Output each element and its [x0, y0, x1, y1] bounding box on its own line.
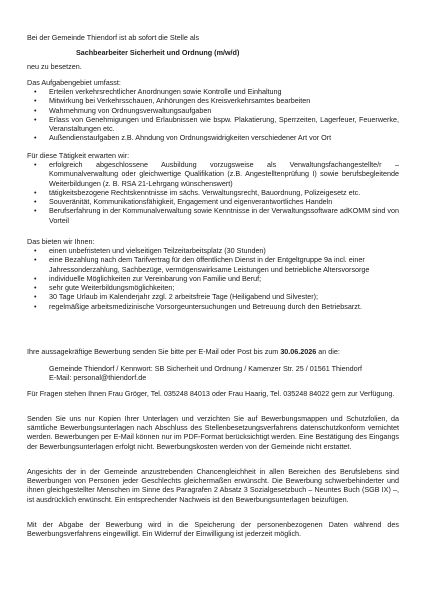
- list-item-text: 30 Tage Urlaub im Kalenderjahr zzgl. 2 arbeitsfreie Tage (Heiligabend und Silvester);: [49, 292, 319, 302]
- list-item-text: sehr gute Weiterbildungsmöglichkeiten;: [49, 283, 175, 293]
- list-item: [27, 197, 399, 206]
- tasks-list: [27, 87, 399, 142]
- fill-line: neu zu besetzen.: [27, 62, 82, 71]
- list-item-text: einen unbefristeten und vielseitigen Teilzeitarbeitsplatz (30 Stunden): [49, 246, 266, 256]
- requirements-list: [27, 160, 399, 225]
- list-item: [27, 188, 399, 197]
- email-address[interactable]: E-Mail: personal@thiendorf.de: [49, 373, 147, 383]
- bullet-icon: •: [34, 292, 37, 302]
- list-item: [27, 302, 399, 311]
- list-item: [27, 106, 399, 115]
- offers-list: [27, 246, 399, 311]
- list-item-text: erfolgreich abgeschlossene Ausbildung vorzugsweise als Verwaltungsfachangestellte/r – Kommunalverwaltung oder gleichwertige Qualifikation (z.B. Angestelltenprüfung I) sowie berufsbegleitende Weiterbildungen (z. B. RSA 21-Lehrgang wünschenswert): [49, 160, 399, 188]
- equality-note: Angesichts der in der Gemeinde anzustrebenden Chancengleichheit in allen Bereichen des Berufslebens sind Bewerbungen von Personen jeder Geschlechts gleichermaßen erwünscht. Die Bewerbung schwerbehinderter und ihnen gleichgestellter Menschen im Sinne des Paragrafen 2 Absatz 3 Sozialgesetzbuch – Neuntes Buch (SGB IX) –, ist ausdrücklich erwünscht. Ein entsprechender Nachweis ist den Bewerbungsunterlagen beizufügen.: [27, 467, 399, 504]
- bullet-icon: •: [34, 246, 37, 256]
- list-item: [27, 206, 399, 224]
- requirements-section: [27, 151, 399, 225]
- list-item: [27, 246, 399, 255]
- bullet-icon: •: [34, 206, 37, 216]
- list-item-text: regelmäßige arbeitsmedizinische Vorsorgeuntersuchungen und Betreuung durch den Betriebsarzt.: [49, 301, 362, 311]
- address-block: [27, 364, 399, 382]
- list-item: [27, 87, 399, 96]
- tasks-section: [27, 78, 399, 143]
- list-item-text: Berufserfahrung in der Kommunalverwaltung sowie Kenntnisse in der Verwaltungssoftware adKOMM sind von Vorteil: [49, 206, 399, 225]
- application-instruction: [27, 347, 399, 356]
- bullet-icon: •: [34, 87, 37, 97]
- list-item: [27, 96, 399, 105]
- list-item: [27, 160, 399, 188]
- list-item: [27, 115, 399, 133]
- list-item: [27, 292, 399, 301]
- bullet-icon: •: [34, 187, 37, 197]
- bullet-icon: •: [34, 197, 37, 207]
- list-item: [27, 283, 399, 292]
- offers-section: [27, 237, 399, 311]
- intro-text: Bei der Gemeinde Thiendorf ist ab sofort die Stelle als: [27, 33, 200, 42]
- bullet-icon: •: [34, 255, 37, 265]
- application-deadline: 30.06.2026: [280, 347, 317, 356]
- list-item-text: tätigkeitsbezogene Rechtskenntnisse im sächs. Verwaltungsrecht, Bauordnung, Polizeigesetz etc.: [49, 187, 361, 197]
- bullet-icon: •: [34, 105, 37, 115]
- job-title: Sachbearbeiter Sicherheit und Ordnung (m/w/d): [76, 48, 240, 57]
- list-item-text: Erlass von Genehmigungen und Erlaubnissen wie bspw. Plakatierung, Sperrzeiten, Lagerfeuer, Feuerwerke, Veranstaltungen etc.: [49, 114, 399, 134]
- bullet-icon: •: [34, 160, 37, 170]
- application-prefix: Ihre aussagekräftige Bewerbung senden Sie bitte per E-Mail oder Post bis zum: [27, 347, 279, 356]
- requirements-heading: Für diese Tätigkeit erwarten wir:: [27, 151, 130, 160]
- list-item: [27, 133, 399, 142]
- list-item-text: Wahrnehmung von Ordnungsverwaltungsaufgaben: [49, 105, 212, 115]
- documents-note: Senden Sie uns nur Kopien Ihrer Unterlagen und verzichten Sie auf Bewerbungsmappen und Schutzfolien, da sämtliche Bewerbungsunterlagen nach Abschluss des Stellenbesetzungsverfahrens datenschutzkonform vernichtet werden. Bewerbungen per E-Mail können nur im PDF-Format berücksichtigt werden. Eine Bestätigung des Eingangs der Bewerbungsunterlagen erfolgt nicht. Bewerbungskosten werden von der Gemeinde nicht erstattet.: [27, 414, 399, 451]
- bullet-icon: •: [34, 96, 37, 106]
- offers-heading: Das bieten wir Ihnen:: [27, 237, 95, 246]
- list-item: [27, 274, 399, 283]
- tasks-heading: Das Aufgabengebiet umfasst:: [27, 78, 121, 87]
- list-item-text: Souveränität, Kommunikationsfähigkeit, Engagement und eigenverantwortliches Handeln: [49, 197, 333, 207]
- list-item: [27, 255, 399, 273]
- bullet-icon: •: [34, 301, 37, 311]
- bullet-icon: •: [34, 133, 37, 143]
- consent-note: Mit der Abgabe der Bewerbung wird in die Speicherung der personenbezogenen Daten während des Bewerbungsverfahrens eingewilligt. Ein Widerruf der Einwilligung ist jederzeit möglich.: [27, 520, 399, 539]
- list-item-text: individuelle Möglichkeiten zur Vereinbarung von Familie und Beruf;: [49, 273, 262, 283]
- list-item-text: Mitwirkung bei Verkehrsschauen, Anhörungen des Kreisverkehrsamtes bearbeiten: [49, 96, 311, 106]
- list-item-text: eine Bezahlung nach dem Tarifvertrag für den öffentlichen Dienst in der Entgeltgruppe 9a incl. einer Jahressonderzahlung, Sachbezüge, vermögenswirksame Leistungen und betriebliche Altersvorsorge: [49, 255, 370, 274]
- questions-note: Für Fragen stehen Ihnen Frau Gröger, Tel. 035248 84013 oder Frau Haarig, Tel. 035248 84022 gern zur Verfügung.: [27, 389, 395, 398]
- bullet-icon: •: [34, 273, 37, 283]
- application-suffix: an die:: [318, 347, 340, 356]
- list-item-text: Erteilen verkehrsrechtlicher Anordnungen sowie Kontrolle und Einhaltung: [49, 87, 282, 97]
- list-item-text: Außendienstaufgaben z.B. Ahndung von Ordnungswidrigkeiten verschiedener Art vor Ort: [49, 133, 332, 143]
- address-line: Gemeinde Thiendorf / Kennwort: SB Sicherheit und Ordnung / Kamenzer Str. 25 / 01561 Thiendorf: [49, 364, 362, 373]
- bullet-icon: •: [34, 114, 37, 124]
- bullet-icon: •: [34, 283, 37, 293]
